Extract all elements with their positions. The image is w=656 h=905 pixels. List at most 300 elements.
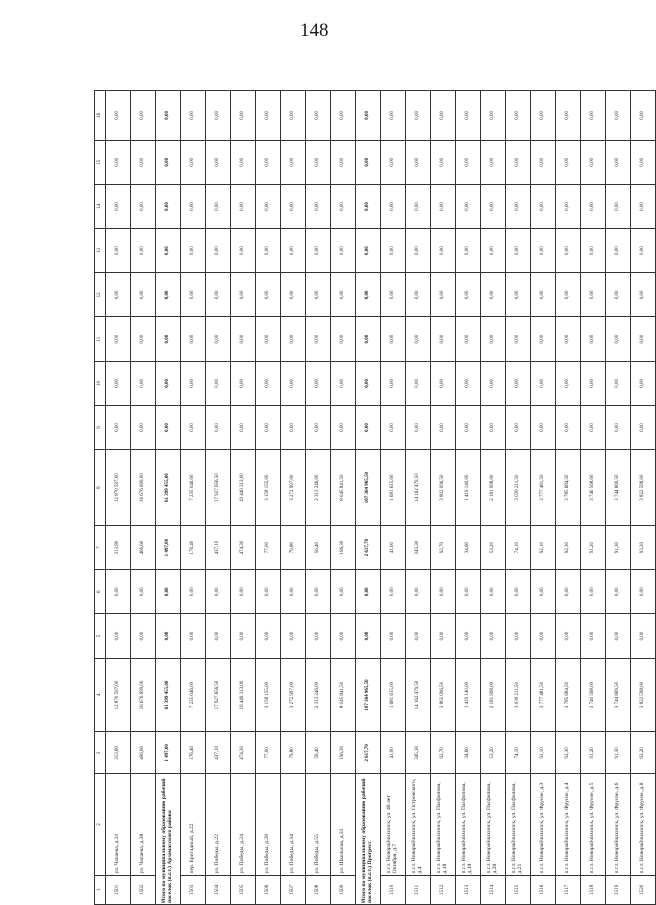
value-cell: 91,20 <box>581 732 606 774</box>
address-cell: п.г.т. Новорайчихинск, ул. Пасфилова, д.19 <box>456 774 481 875</box>
table-row <box>581 91 606 905</box>
column-number-cell: 15 <box>95 140 106 184</box>
column-number-cell: 2 <box>95 774 106 875</box>
value-cell: 0,00 <box>556 614 581 658</box>
value-cell: 0,00 <box>231 184 256 228</box>
value-cell: 0,00 <box>556 405 581 449</box>
value-cell: 0,00 <box>206 361 231 405</box>
address-cell: п.г.т. Новорайчихинск, ул. 40 лет Октября, д.7 <box>381 774 406 875</box>
value-cell: 0,00 <box>256 140 281 184</box>
value-cell: 74,10 <box>506 525 531 569</box>
value-cell: 0,00 <box>281 140 306 184</box>
value-cell: 3 740 568,00 <box>581 450 606 526</box>
value-cell: 0,00 <box>456 614 481 658</box>
value-cell: 0,00 <box>556 273 581 317</box>
value-cell: 0,00 <box>231 140 256 184</box>
value-cell: 34,60 <box>456 732 481 774</box>
value-cell: 0,00 <box>306 405 331 449</box>
address-cell: ул. Победы, д.28 <box>256 774 281 875</box>
value-cell: 0,00 <box>206 91 231 141</box>
value-cell: 0,00 <box>356 273 381 317</box>
value-cell: 2 313 246,00 <box>306 450 331 526</box>
value-cell: 0,00 <box>606 614 631 658</box>
value-cell: 0,00 <box>581 184 606 228</box>
value-cell: 0,00 <box>606 184 631 228</box>
value-cell: 0,00 <box>406 229 431 273</box>
value-cell: 0,00 <box>631 361 656 405</box>
value-cell: 0,00 <box>131 405 156 449</box>
value-cell: 0,00 <box>631 140 656 184</box>
value-cell: 0,00 <box>581 317 606 361</box>
address-cell: пер. Бригадный, д.22 <box>181 774 206 875</box>
value-cell: 0,00 <box>356 570 381 614</box>
value-cell: 0,00 <box>181 91 206 141</box>
table-row <box>406 91 431 905</box>
value-cell: 0,00 <box>431 140 456 184</box>
value-cell: 0,00 <box>581 570 606 614</box>
value-cell: 0,00 <box>481 91 506 141</box>
value-cell: 0,00 <box>606 273 631 317</box>
value-cell: 0,00 <box>306 273 331 317</box>
value-cell: 91,20 <box>581 525 606 569</box>
table-row <box>606 91 631 905</box>
value-cell: 0,00 <box>456 317 481 361</box>
address-cell: ул. Школьная, д.31 <box>331 774 356 875</box>
value-cell: 0,00 <box>106 570 131 614</box>
value-cell: 0,00 <box>531 570 556 614</box>
value-cell: 12 870 597,00 <box>106 450 131 526</box>
value-cell: 0,00 <box>206 140 231 184</box>
value-cell: 0,00 <box>181 317 206 361</box>
row-id-cell: 1507 <box>281 875 306 904</box>
value-cell: 0,00 <box>581 614 606 658</box>
value-cell: 0,00 <box>381 91 406 141</box>
value-cell: 0,00 <box>356 361 381 405</box>
value-cell: 0,00 <box>231 405 256 449</box>
value-cell: 0,00 <box>506 184 531 228</box>
value-cell: 0,00 <box>581 273 606 317</box>
value-cell: 0,00 <box>406 140 431 184</box>
value-cell: 0,00 <box>531 91 556 141</box>
value-cell: 3 744 669,50 <box>606 658 631 732</box>
address-cell: п.г.т. Новорайчихинск, ул. Пасфилова, д.21 <box>506 774 531 875</box>
value-cell: 0,00 <box>206 184 231 228</box>
value-cell: 3 158 155,00 <box>256 450 281 526</box>
value-cell: 8 045 841,50 <box>331 450 356 526</box>
value-cell: 176,40 <box>181 732 206 774</box>
total-label-cell: Итого по муниципальному образованию рабочий поселок (п.г.т.) Прогресс <box>356 774 381 905</box>
value-cell: 74,10 <box>506 732 531 774</box>
value-cell: 0,00 <box>356 229 381 273</box>
row-id-cell: 1510 <box>381 875 406 904</box>
address-cell: п.г.т. Новорайчихинск, ул. Фрунзе, д.3 <box>531 774 556 875</box>
value-cell: 0,00 <box>131 570 156 614</box>
value-cell: 0,00 <box>306 91 331 141</box>
column-number-cell: 4 <box>95 658 106 732</box>
value-cell: 61 399 455,00 <box>156 658 181 732</box>
value-cell: 0,00 <box>606 317 631 361</box>
table-row <box>481 91 506 905</box>
value-cell: 2 181 998,00 <box>481 658 506 732</box>
value-cell: 0,00 <box>556 317 581 361</box>
value-cell: 93,20 <box>631 525 656 569</box>
value-cell: 0,00 <box>456 229 481 273</box>
value-cell: 0,00 <box>606 570 631 614</box>
value-cell: 0,00 <box>506 273 531 317</box>
address-cell: п.г.т. Новорайчихинск, ул. Фрунзе, д.5 <box>581 774 606 875</box>
page-number: 148 <box>300 20 329 41</box>
value-cell: 0,00 <box>281 614 306 658</box>
value-cell: 0,00 <box>156 405 181 449</box>
value-cell: 0,00 <box>331 229 356 273</box>
value-cell: 0,00 <box>181 361 206 405</box>
value-cell: 345,30 <box>406 732 431 774</box>
value-cell: 56,40 <box>306 525 331 569</box>
value-cell: 0,00 <box>306 614 331 658</box>
row-id-cell: 1520 <box>631 875 656 904</box>
row-id-cell: 1508 <box>306 875 331 904</box>
table-row <box>106 91 131 905</box>
value-cell: 77,00 <box>256 525 281 569</box>
value-cell: 0,00 <box>231 361 256 405</box>
value-cell: 0,00 <box>506 229 531 273</box>
value-cell: 0,00 <box>381 570 406 614</box>
value-cell: 0,00 <box>556 229 581 273</box>
value-cell: 0,00 <box>156 229 181 273</box>
value-cell: 437,10 <box>206 732 231 774</box>
table-row <box>531 91 556 905</box>
value-cell: 0,00 <box>531 614 556 658</box>
value-cell: 0,00 <box>181 405 206 449</box>
value-cell: 0,00 <box>256 361 281 405</box>
value-cell: 1 497,00 <box>156 525 181 569</box>
value-cell: 79,80 <box>281 525 306 569</box>
value-cell: 3 802 096,50 <box>431 658 456 732</box>
value-cell: 0,00 <box>481 361 506 405</box>
value-cell: 0,00 <box>331 140 356 184</box>
row-id-cell: 1517 <box>556 875 581 904</box>
value-cell: 0,00 <box>206 229 231 273</box>
value-cell: 0,00 <box>256 229 281 273</box>
value-cell: 0,00 <box>381 273 406 317</box>
value-cell: 0,00 <box>106 229 131 273</box>
value-cell: 0,00 <box>131 184 156 228</box>
value-cell: 0,00 <box>331 614 356 658</box>
value-cell: 3 740 568,00 <box>581 658 606 732</box>
value-cell: 0,00 <box>331 405 356 449</box>
value-cell: 0,00 <box>281 91 306 141</box>
value-cell: 0,00 <box>181 614 206 658</box>
address-cell: ул. Чапаева, д.38 <box>131 774 156 875</box>
value-cell: 0,00 <box>531 273 556 317</box>
value-cell: 0,00 <box>581 405 606 449</box>
value-cell: 0,00 <box>306 229 331 273</box>
value-cell: 79,80 <box>281 732 306 774</box>
value-cell: 3 802 096,50 <box>431 450 456 526</box>
value-cell: 437,10 <box>206 525 231 569</box>
value-cell: 0,00 <box>531 405 556 449</box>
value-cell: 14 162 479,50 <box>406 450 431 526</box>
value-cell: 0,00 <box>156 361 181 405</box>
value-cell: 0,00 <box>156 273 181 317</box>
value-cell: 0,00 <box>381 184 406 228</box>
value-cell: 0,00 <box>606 140 631 184</box>
column-number-cell: 13 <box>95 229 106 273</box>
value-cell: 0,00 <box>481 184 506 228</box>
column-number-cell: 1 <box>95 875 106 904</box>
value-cell: 0,00 <box>331 570 356 614</box>
value-cell: 2 313 246,00 <box>306 658 331 732</box>
value-cell: 0,00 <box>106 614 131 658</box>
value-cell: 0,00 <box>506 91 531 141</box>
value-cell: 0,00 <box>106 91 131 141</box>
value-cell: 7 235 046,00 <box>181 450 206 526</box>
value-cell: 0,00 <box>381 361 406 405</box>
table-row <box>556 91 581 905</box>
table-row <box>456 91 481 905</box>
value-cell: 12 870 597,00 <box>106 658 131 732</box>
value-cell: 0,00 <box>131 140 156 184</box>
value-cell: 0,00 <box>556 140 581 184</box>
value-cell: 0,00 <box>181 140 206 184</box>
value-cell: 0,00 <box>481 614 506 658</box>
column-number-cell: 6 <box>95 570 106 614</box>
value-cell: 2 617,70 <box>356 525 381 569</box>
column-number-row <box>95 91 106 905</box>
value-cell: 1 681 615,00 <box>381 450 406 526</box>
value-cell: 196,30 <box>331 525 356 569</box>
value-cell: 0,00 <box>206 317 231 361</box>
value-cell: 0,00 <box>406 361 431 405</box>
value-cell: 19 449 313,00 <box>231 658 256 732</box>
value-cell: 8 045 841,50 <box>331 658 356 732</box>
value-cell: 0,00 <box>431 229 456 273</box>
value-cell: 0,00 <box>481 405 506 449</box>
value-cell: 0,00 <box>406 614 431 658</box>
total-row <box>156 91 181 905</box>
value-cell: 0,00 <box>431 91 456 141</box>
value-cell: 0,00 <box>106 317 131 361</box>
value-cell: 0,00 <box>156 184 181 228</box>
value-cell: 0,00 <box>281 405 306 449</box>
value-cell: 0,00 <box>631 405 656 449</box>
value-cell: 0,00 <box>356 614 381 658</box>
row-id-cell: 1505 <box>231 875 256 904</box>
value-cell: 0,00 <box>106 361 131 405</box>
address-cell: ул. Победы, д.22 <box>206 774 231 875</box>
value-cell: 92,70 <box>431 732 456 774</box>
value-cell: 0,00 <box>281 184 306 228</box>
value-cell: 0,00 <box>506 614 531 658</box>
value-cell: 474,30 <box>231 732 256 774</box>
value-cell: 0,00 <box>431 184 456 228</box>
value-cell: 14 162 479,50 <box>406 658 431 732</box>
address-cell: п.г.т. Новорайчихинск, ул. Фрунзе, д.8 <box>631 774 656 875</box>
value-cell: 19 449 313,00 <box>231 450 256 526</box>
address-cell: п.г.т. Новорайчихинск, ул. Фрунзе, д.4 <box>556 774 581 875</box>
column-number-cell: 14 <box>95 184 106 228</box>
value-cell: 0,00 <box>631 91 656 141</box>
value-cell: 91,30 <box>606 732 631 774</box>
total-label-cell: Итого по муниципальному образованию рабочий поселок (п.г.т.) Арзамасского района <box>156 774 181 905</box>
value-cell: 0,00 <box>206 273 231 317</box>
value-cell: 0,00 <box>556 361 581 405</box>
value-cell: 0,00 <box>556 570 581 614</box>
value-cell: 0,00 <box>606 361 631 405</box>
value-cell: 92,10 <box>531 732 556 774</box>
value-cell: 3 777 481,50 <box>531 450 556 526</box>
value-cell: 93,20 <box>631 732 656 774</box>
total-row <box>356 91 381 905</box>
value-cell: 0,00 <box>631 614 656 658</box>
value-cell: 0,00 <box>231 229 256 273</box>
value-cell: 2 181 998,00 <box>481 450 506 526</box>
value-cell: 1 497,00 <box>156 732 181 774</box>
value-cell: 92,70 <box>431 525 456 569</box>
value-cell: 0,00 <box>181 570 206 614</box>
value-cell: 0,00 <box>381 405 406 449</box>
value-cell: 0,00 <box>406 184 431 228</box>
value-cell: 313,80 <box>106 732 131 774</box>
value-cell: 0,00 <box>256 317 281 361</box>
table-row <box>181 91 206 905</box>
value-cell: 196,30 <box>331 732 356 774</box>
value-cell: 3 039 211,50 <box>506 450 531 526</box>
value-cell: 0,00 <box>381 229 406 273</box>
value-cell: 41,00 <box>381 732 406 774</box>
value-cell: 0,00 <box>231 614 256 658</box>
value-cell: 1 419 140,00 <box>456 450 481 526</box>
column-number-cell: 9 <box>95 405 106 449</box>
value-cell: 0,00 <box>306 317 331 361</box>
value-cell: 0,00 <box>431 273 456 317</box>
table-row <box>131 91 156 905</box>
value-cell: 0,00 <box>206 614 231 658</box>
value-cell: 0,00 <box>506 570 531 614</box>
value-cell: 406,60 <box>131 732 156 774</box>
value-cell: 0,00 <box>331 317 356 361</box>
value-cell: 0,00 <box>256 405 281 449</box>
value-cell: 107 364 965,50 <box>356 658 381 732</box>
row-id-cell: 1504 <box>206 875 231 904</box>
value-cell: 0,00 <box>531 361 556 405</box>
value-cell: 0,00 <box>331 361 356 405</box>
value-cell: 16 676 699,00 <box>131 658 156 732</box>
value-cell: 0,00 <box>256 91 281 141</box>
value-cell: 0,00 <box>331 273 356 317</box>
value-cell: 0,00 <box>531 184 556 228</box>
value-cell: 0,00 <box>481 140 506 184</box>
value-cell: 17 927 656,50 <box>206 450 231 526</box>
value-cell: 92,30 <box>556 525 581 569</box>
value-cell: 0,00 <box>106 405 131 449</box>
value-cell: 0,00 <box>581 361 606 405</box>
value-cell: 3 158 155,00 <box>256 658 281 732</box>
value-cell: 77,00 <box>256 732 281 774</box>
value-cell: 0,00 <box>281 361 306 405</box>
value-cell: 0,00 <box>456 140 481 184</box>
value-cell: 3 744 669,50 <box>606 450 631 526</box>
value-cell: 0,00 <box>106 273 131 317</box>
value-cell: 91,30 <box>606 525 631 569</box>
value-cell: 0,00 <box>506 405 531 449</box>
value-cell: 0,00 <box>281 570 306 614</box>
value-cell: 3 272 997,00 <box>281 450 306 526</box>
row-id-cell: 1502 <box>131 875 156 904</box>
row-id-cell: 1512 <box>431 875 456 904</box>
value-cell: 0,00 <box>356 140 381 184</box>
value-cell: 0,00 <box>256 273 281 317</box>
column-number-cell: 5 <box>95 614 106 658</box>
row-id-cell: 1519 <box>606 875 631 904</box>
row-id-cell: 1509 <box>331 875 356 904</box>
value-cell: 0,00 <box>281 229 306 273</box>
value-cell: 0,00 <box>306 184 331 228</box>
address-cell: ул. Победы, д.24 <box>231 774 256 875</box>
value-cell: 61 399 455,00 <box>156 450 181 526</box>
value-cell: 0,00 <box>631 184 656 228</box>
value-cell: 0,00 <box>631 273 656 317</box>
value-cell: 0,00 <box>256 614 281 658</box>
value-cell: 0,00 <box>606 405 631 449</box>
value-cell: 0,00 <box>456 405 481 449</box>
value-cell: 0,00 <box>206 405 231 449</box>
value-cell: 0,00 <box>306 140 331 184</box>
value-cell: 0,00 <box>181 184 206 228</box>
value-cell: 0,00 <box>306 570 331 614</box>
row-id-cell: 1513 <box>456 875 481 904</box>
value-cell: 0,00 <box>331 184 356 228</box>
value-cell: 0,00 <box>581 91 606 141</box>
value-cell: 0,00 <box>556 184 581 228</box>
value-cell: 34,60 <box>456 525 481 569</box>
value-cell: 0,00 <box>356 184 381 228</box>
value-cell: 16 676 699,00 <box>131 450 156 526</box>
value-cell: 0,00 <box>431 570 456 614</box>
address-cell: ул. Чапаева, д.31 <box>106 774 131 875</box>
value-cell: 0,00 <box>106 140 131 184</box>
value-cell: 3 822 598,00 <box>631 450 656 526</box>
value-cell: 0,00 <box>406 405 431 449</box>
value-cell: 313,80 <box>106 525 131 569</box>
value-cell: 0,00 <box>481 273 506 317</box>
value-cell: 0,00 <box>406 317 431 361</box>
value-cell: 92,30 <box>556 732 581 774</box>
value-cell: 107 364 965,50 <box>356 450 381 526</box>
value-cell: 0,00 <box>381 140 406 184</box>
address-cell: ул. Победы, д.55 <box>306 774 331 875</box>
address-cell: п.г.т. Новорайчихинск, ул. Пасфилова, д.18 <box>431 774 456 875</box>
value-cell: 0,00 <box>481 229 506 273</box>
value-cell: 2 617,70 <box>356 732 381 774</box>
value-cell: 3 272 997,00 <box>281 658 306 732</box>
value-cell: 0,00 <box>331 91 356 141</box>
value-cell: 1 681 615,00 <box>381 658 406 732</box>
value-cell: 0,00 <box>356 317 381 361</box>
value-cell: 0,00 <box>406 570 431 614</box>
value-cell: 0,00 <box>256 570 281 614</box>
value-cell: 3 785 684,50 <box>556 658 581 732</box>
value-cell: 0,00 <box>156 317 181 361</box>
value-cell: 0,00 <box>231 317 256 361</box>
value-cell: 0,00 <box>456 570 481 614</box>
value-cell: 0,00 <box>281 317 306 361</box>
table-row <box>206 91 231 905</box>
address-cell: п.г.т. Новорайчихинск, ул. Островского, д.4 <box>406 774 431 875</box>
value-cell: 0,00 <box>606 91 631 141</box>
value-cell: 0,00 <box>156 570 181 614</box>
value-cell: 0,00 <box>456 184 481 228</box>
